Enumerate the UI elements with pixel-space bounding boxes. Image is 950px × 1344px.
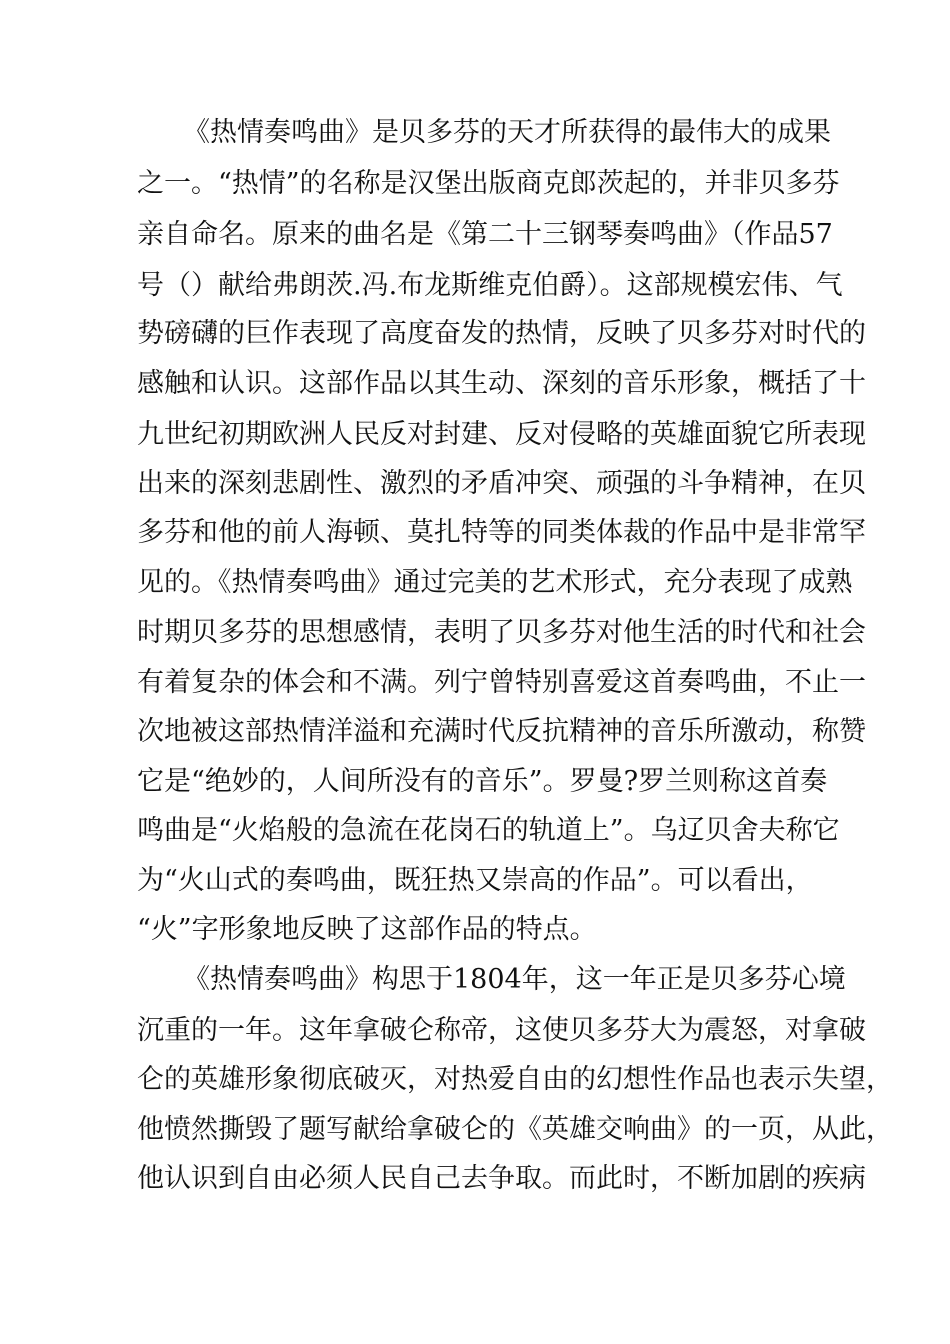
text-line-p1-5: 势磅礴的巨作表现了高度奋发的热情，反映了贝多芬对时代的 bbox=[137, 318, 866, 349]
text-line-p1-1: 《热情奏鸣曲》是贝多芬的天才所获得的最伟大的成果 bbox=[183, 117, 831, 148]
text-line-p2-2: 沉重的一年。这年拿破仑称帝，这使贝多芬大为震怒，对拿破 bbox=[137, 1015, 866, 1046]
text-line-p2-3: 仑的英雄形象彻底破灭，对热爱自由的幻想性作品也表示失望， bbox=[137, 1064, 893, 1095]
text-line-p1-6: 感触和认识。这部作品以其生动、深刻的音乐形象，概括了十 bbox=[137, 368, 866, 399]
text-line-p1-2: 之一。“热情”的名称是汉堡出版商克郎茨起的，并非贝多芬 bbox=[137, 168, 840, 199]
text-line-p1-10: 见的。《热情奏鸣曲》通过完美的艺术形式，充分表现了成熟 bbox=[137, 567, 853, 598]
text-line-p1-16: 为“火山式的奏鸣曲，既狂热又崇高的作品”。可以看出， bbox=[137, 865, 813, 896]
text-line-p1-14: 它是“绝妙的，人间所没有的音乐”。罗曼?罗兰则称这首奏 bbox=[137, 766, 828, 797]
text-line-p1-7: 九世纪初期欧洲人民反对封建、反对侵略的英雄面貌它所表现 bbox=[137, 419, 866, 450]
text-line-p1-3: 亲自命名。原来的曲名是《第二十三钢琴奏鸣曲》（作品57 bbox=[137, 219, 833, 250]
text-line-p1-17: “火”字形象地反映了这部作品的特点。 bbox=[137, 914, 597, 945]
text-line-p2-4: 他愤然撕毁了题写献给拿破仑的《英雄交响曲》的一页，从此， bbox=[137, 1114, 893, 1145]
text-line-p1-9: 多芬和他的前人海顿、莫扎特等的同类体裁的作品中是非常罕 bbox=[137, 517, 866, 548]
text-line-p1-15: 鸣曲是“火焰般的急流在花岗石的轨道上”。乌辽贝舍夫称它 bbox=[137, 815, 840, 846]
text-line-p1-8: 出来的深刻悲剧性、激烈的矛盾冲突、顽强的斗争精神，在贝 bbox=[137, 468, 866, 499]
text-line-p1-13: 次地被这部热情洋溢和充满时代反抗精神的音乐所激动，称赞 bbox=[137, 716, 866, 747]
text-line-p2-5: 他认识到自由必须人民自己去争取。而此时，不断加剧的疾病 bbox=[137, 1163, 866, 1194]
text-line-p1-11: 时期贝多芬的思想感情，表明了贝多芬对他生活的时代和社会 bbox=[137, 617, 866, 648]
text-line-p1-4: 号（）献给弗朗茨.冯.布龙斯维克伯爵）。这部规模宏伟、气 bbox=[137, 270, 843, 301]
text-line-p1-12: 有着复杂的体会和不满。列宁曾特别喜爱这首奏鸣曲，不止一 bbox=[137, 667, 866, 698]
text-line-p2-1: 《热情奏鸣曲》构思于1804年，这一年正是贝多芬心境 bbox=[183, 964, 846, 995]
